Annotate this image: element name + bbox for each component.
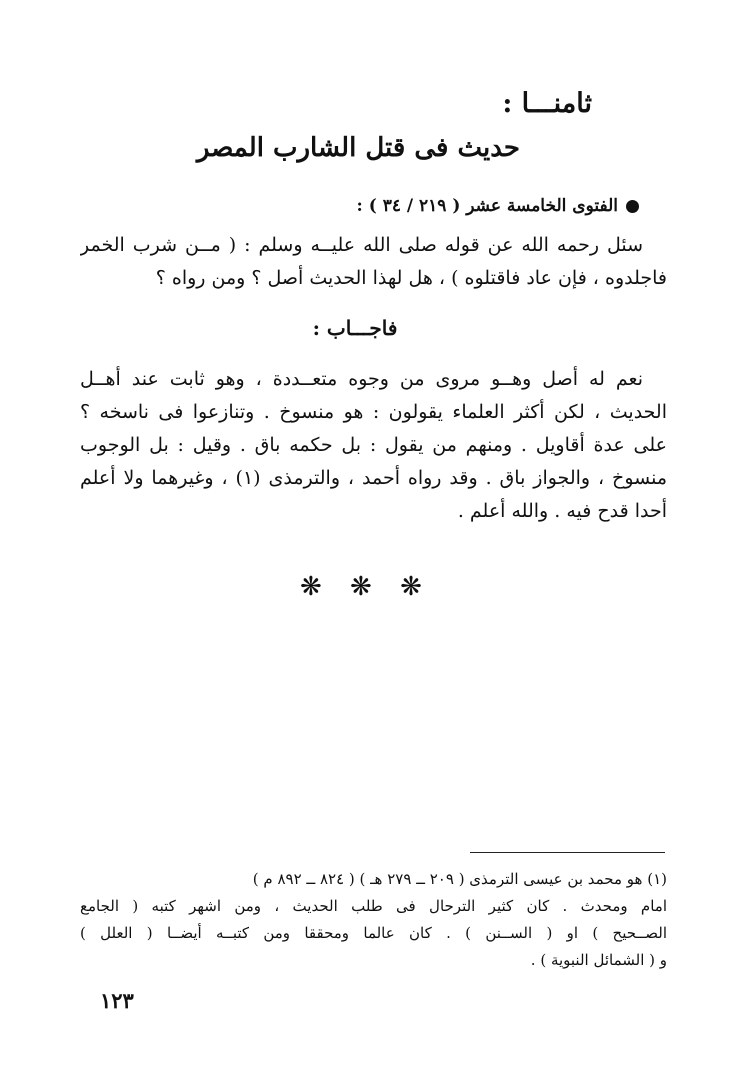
footnote-line: الصــحيح ) او ( الســنن ) . كان عالما ومحققا ومن كتبــه أيضــا ( العلل )	[80, 924, 667, 942]
footnotes	[80, 866, 667, 974]
section-separator: ❋ ❋ ❋	[300, 572, 432, 602]
page-number: ١٢٣	[100, 988, 134, 1013]
question-line: سئل رحمه الله عن قوله صلى الله عليــه وسلم : ( مــن شرب الخمر	[80, 234, 643, 256]
answer-line: أحدا قدح فيه . والله أعلم .	[457, 500, 667, 522]
fatwa-heading	[357, 196, 639, 216]
answer-paragraph	[80, 363, 667, 528]
answer-label: فاجـــاب :	[312, 316, 398, 340]
footnote-line: (١) هو محمد بن عيسى الترمذى ( ٢٠٩ ــ ٢٧٩ هـ ) ( ٨٢٤ ــ ٨٩٢ م )	[252, 870, 667, 888]
answer-line: منسوخ ، والجواز باق . وقد رواه أحمد ، والترمذى (١) ، وغيرهما ولا أعلم	[80, 467, 667, 489]
answer-line: الحديث ، لكن أكثر العلماء يقولون : هو منسوخ . وتنازعوا فى ناسخه ؟	[80, 401, 667, 423]
fatwa-heading-text: الفتوى الخامسة عشر ( ٢١٩ / ٣٤ ) :	[356, 196, 618, 216]
question-line: فاجلدوه ، فإن عاد فاقتلوه ) ، هل لهذا الحديث أصل ؟ ومن رواه ؟	[155, 267, 667, 289]
footnote-line: و ( الشمائل النبوية ) .	[530, 951, 667, 969]
answer-line: نعم له أصل وهــو مروى من وجوه متعــددة ، وهو ثابت عند أهــل	[80, 368, 643, 390]
answer-line: على عدة أقاويل . ومنهم من يقول : بل حكمه باق . وقيل : بل الوجوب	[80, 434, 667, 456]
chapter-title: حديث فى قتل الشارب المصر	[196, 133, 520, 163]
footnote-divider	[470, 852, 665, 853]
question-paragraph	[80, 229, 667, 295]
bullet-icon	[626, 200, 639, 213]
section-number: ثامنـــا :	[502, 88, 592, 119]
footnote-line: امام ومحدث . كان كثير الترحال فى طلب الحديث ، ومن اشهر كتبه ( الجامع	[80, 897, 667, 915]
